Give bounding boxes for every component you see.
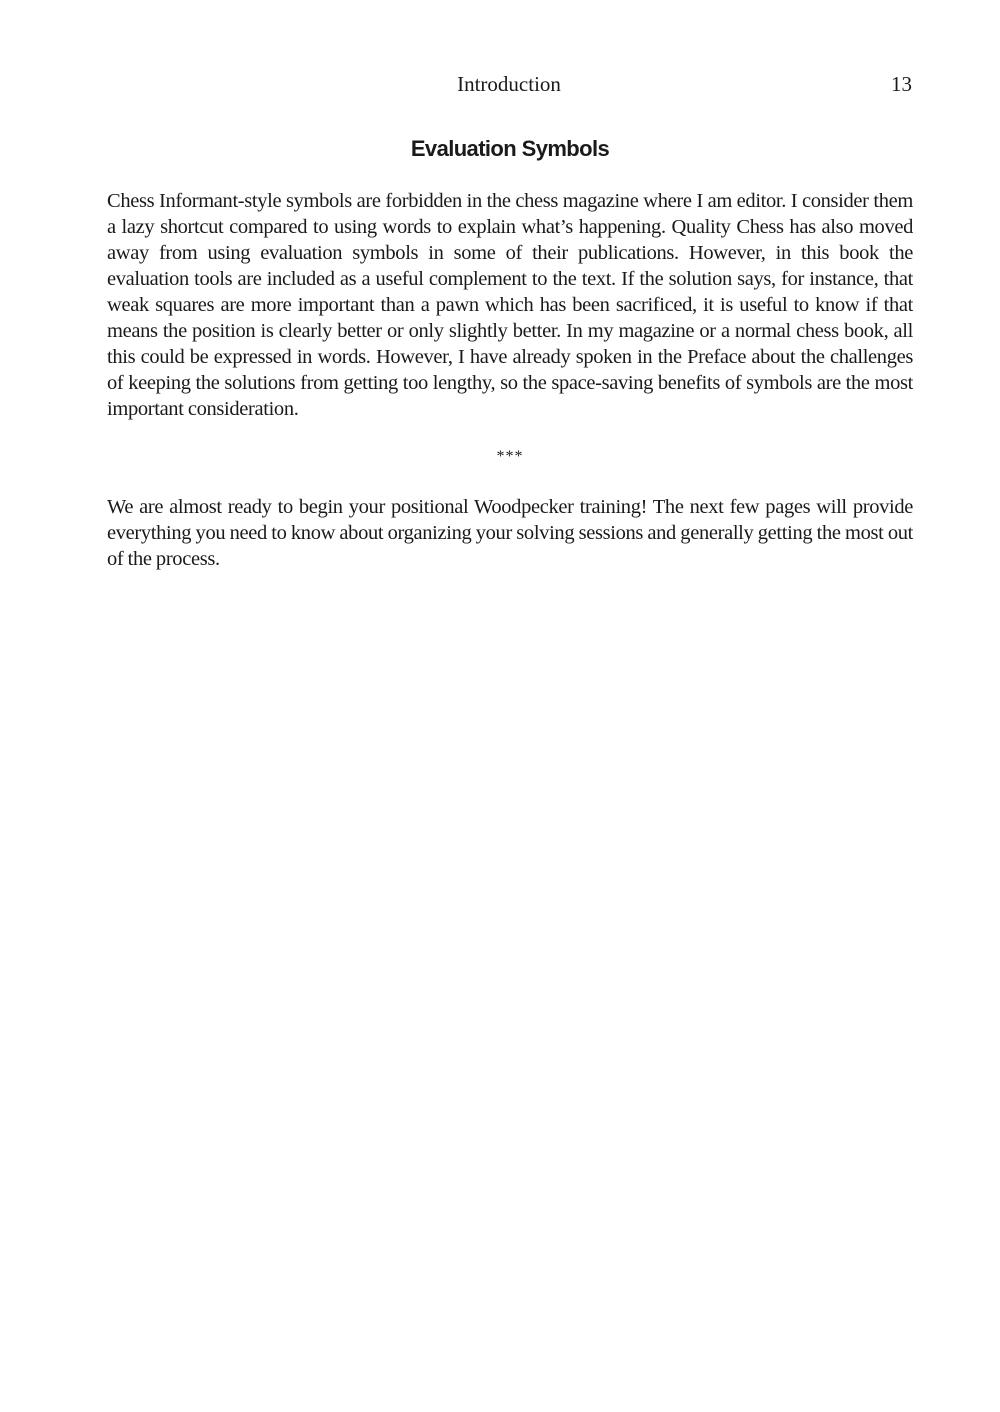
paragraph-evaluation-symbols: Chess Informant-style symbols are forbidden in the chess magazine where I am editor. I consider them a lazy shortcut compared to using words to explain what’s happening. Quality Chess has also moved away from using evaluation symbols in some of their publications. However, in this book the evaluation tools are included as a useful complement to the text. If the solution says, for instance, that weak squares are more important than a pawn which has been sacrificed, it is useful to know if that means the position is clearly better or only slightly better. In my magazine or a normal chess book, all this could be expressed in words. However, I have already spoken in the Preface about the challenges of keeping the solutions from getting too lengthy, so the space-saving benefits of symbols are the most important consideration. — [107, 190, 913, 420]
running-header — [0, 70, 1000, 98]
running-title: Introduction — [457, 72, 561, 96]
page-number: 13 — [891, 72, 912, 96]
page-body — [107, 132, 913, 572]
paragraph-woodpecker-training: We are almost ready to begin your positional Woodpecker training! The next few pages will provide everything you need to know about organizing your solving sessions and generally getting the most out of the process. — [107, 496, 913, 570]
section-heading: Evaluation Symbols — [410, 136, 610, 161]
section-separator: *** — [496, 448, 524, 465]
